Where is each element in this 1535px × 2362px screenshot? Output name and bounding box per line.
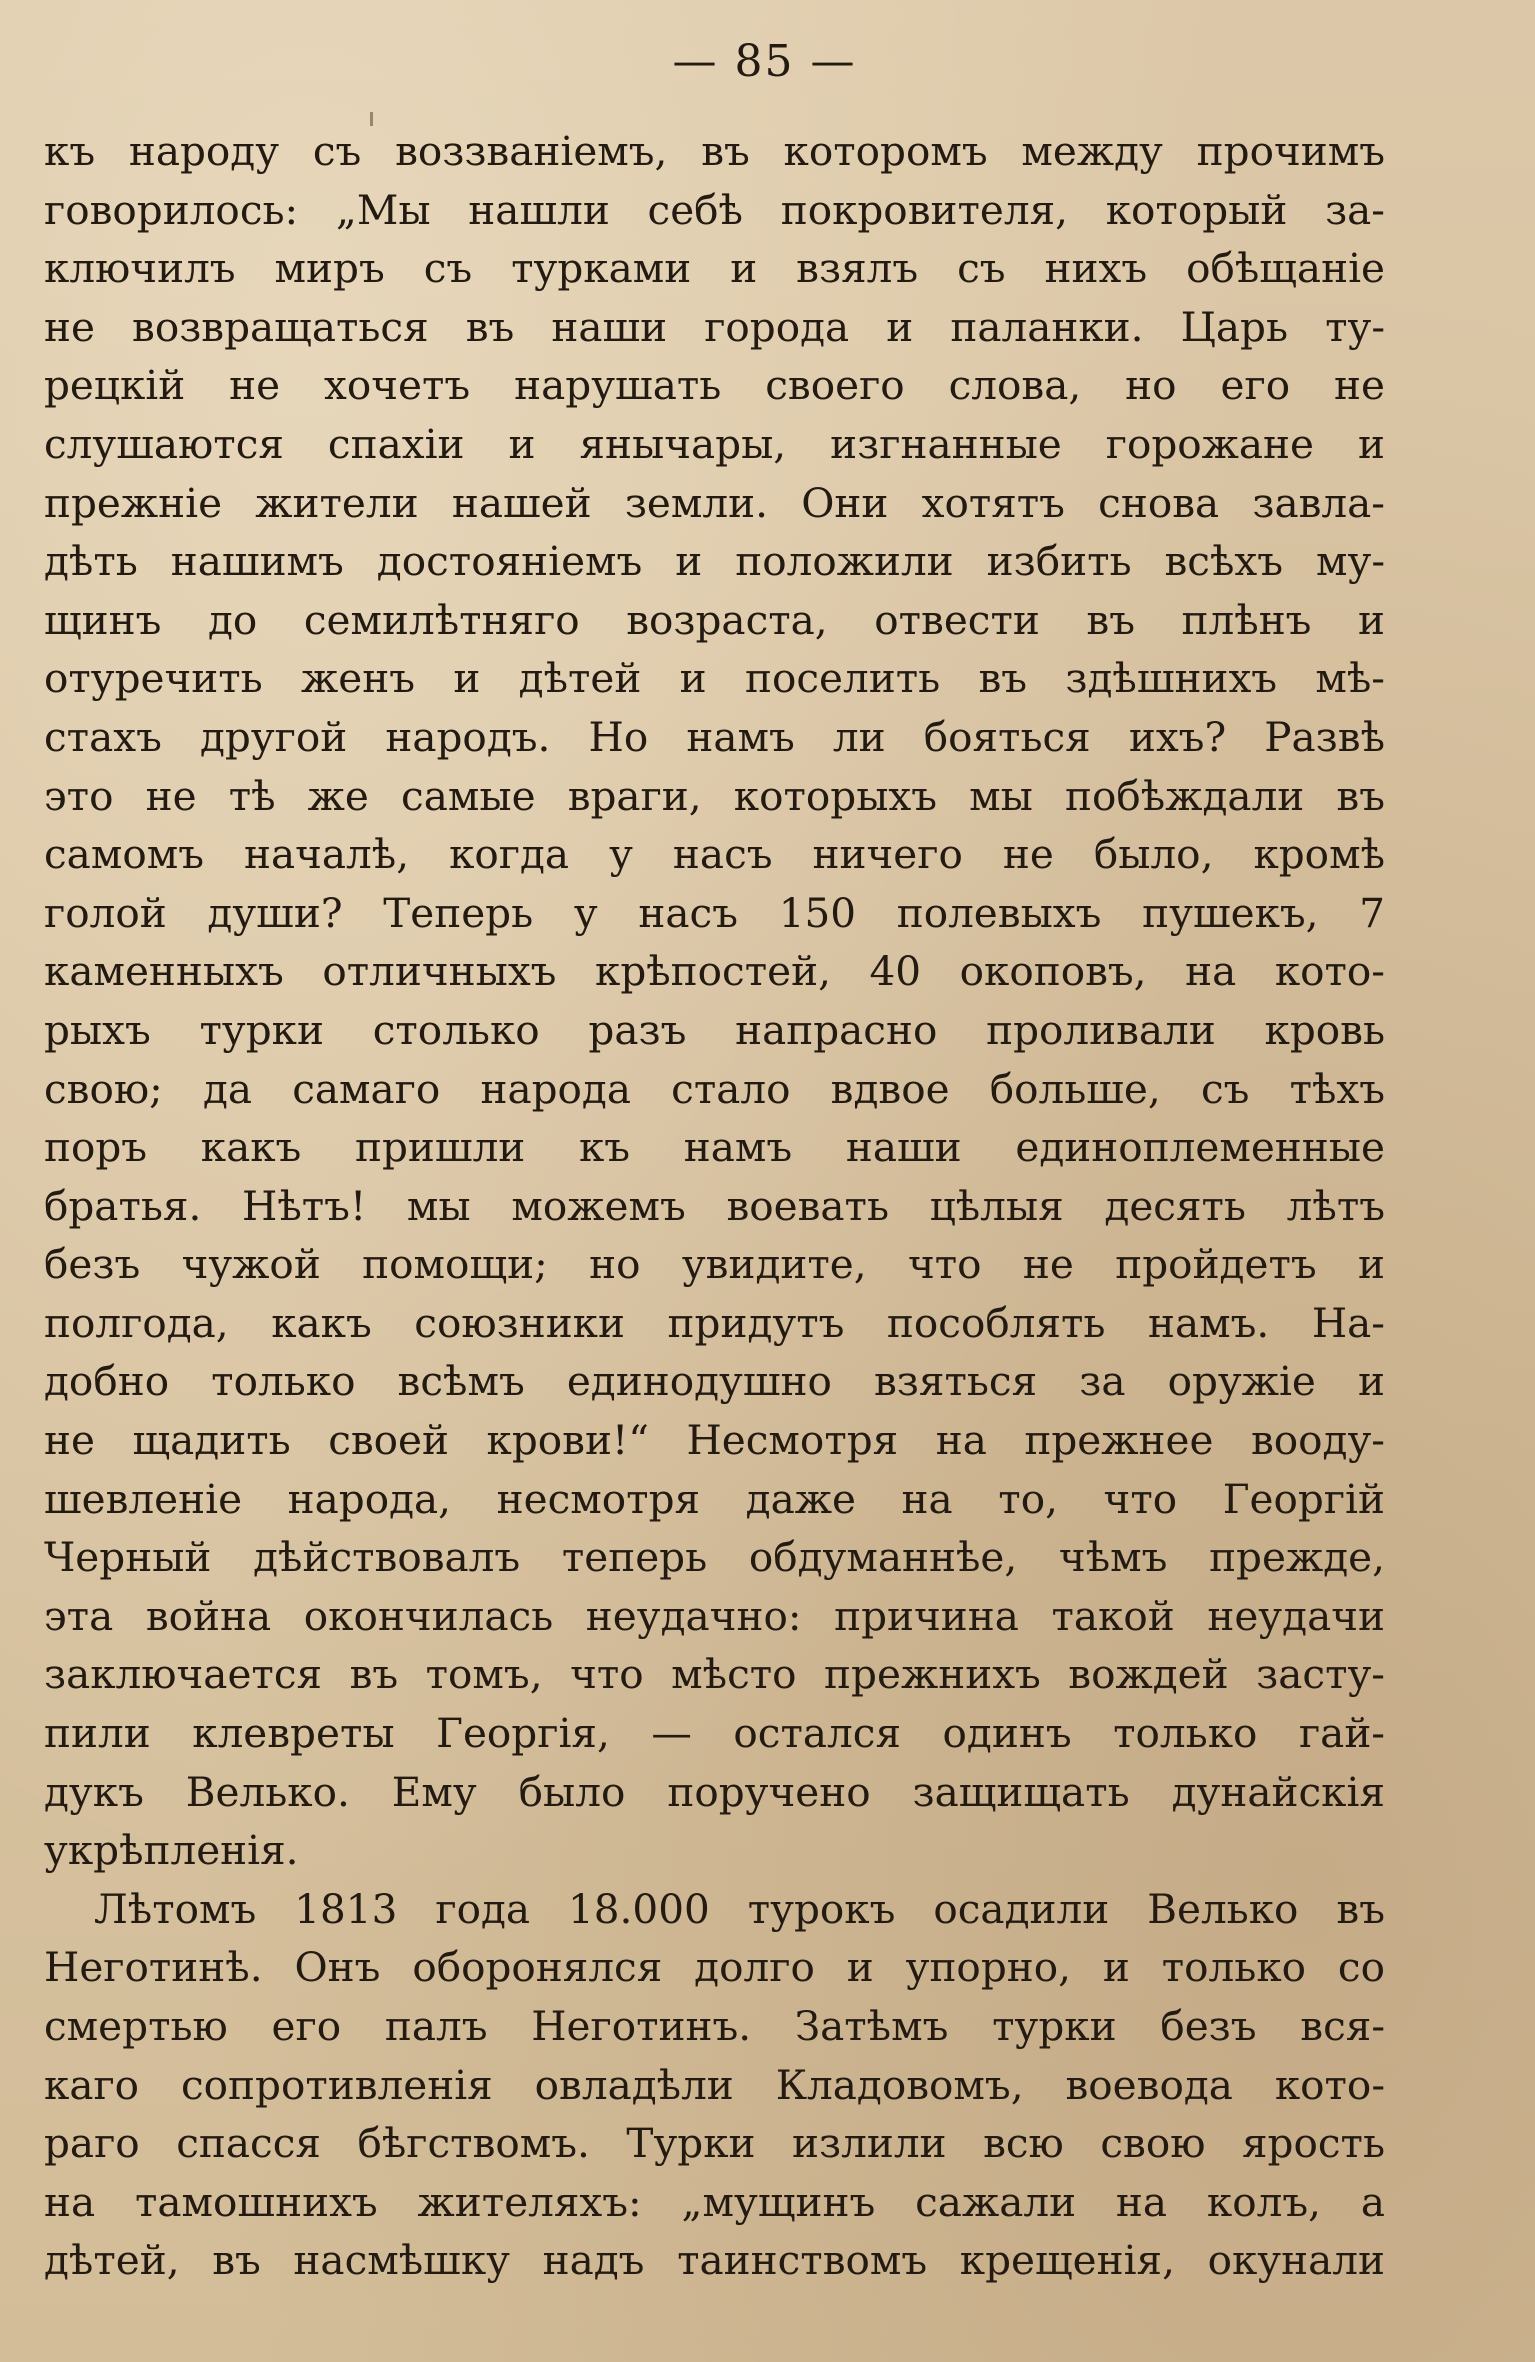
text-line: голой души? Теперь у насъ 150 полевыхъ пушекъ, 7 xyxy=(44,888,1385,937)
text-line: самомъ началѣ, когда у насъ ничего не было, кромѣ xyxy=(44,830,1385,879)
text-line: смертью его палъ Неготинъ. Затѣмъ турки безъ вся- xyxy=(44,2002,1385,2050)
body-text xyxy=(44,122,1385,2290)
text-line: слушаются спахіи и янычары, изгнанные горожане и xyxy=(44,419,1385,468)
text-line: не щадить своей крови!“ Несмотря на прежнее вооду- xyxy=(44,1416,1385,1465)
text-line: заключается въ томъ, что мѣсто прежнихъ вождей засту- xyxy=(44,1650,1385,1699)
text-line: укрѣпленія. xyxy=(44,1826,299,1875)
text-line: эта война окончилась неудачно: причина такой неудачи xyxy=(44,1591,1385,1640)
text-line: не возвращаться въ наши города и паланки. Царь ту- xyxy=(44,302,1385,351)
text-line: Черный дѣйствовалъ теперь обдуманнѣе, чѣмъ прежде, xyxy=(44,1533,1385,1582)
text-line: каменныхъ отличныхъ крѣпостей, 40 окоповъ, на кото- xyxy=(44,947,1385,996)
text-line: говорилось: „Мы нашли себѣ покровителя, который за- xyxy=(44,185,1385,234)
text-line: каго сопротивленія овладѣли Кладовомъ, воевода кото- xyxy=(44,2060,1385,2109)
text-line: полгода, какъ союзники придутъ пособлять намъ. На- xyxy=(44,1298,1385,1347)
text-line: щинъ до семилѣтняго возраста, отвести въ плѣнъ и xyxy=(44,595,1385,644)
text-line: поръ какъ пришли къ намъ наши единоплеменные xyxy=(44,1123,1385,1172)
text-line: рыхъ турки столько разъ напрасно проливали кровь xyxy=(44,1005,1385,1054)
text-line: рецкій не хочетъ нарушать своего слова, но его не xyxy=(44,361,1385,410)
text-line: стахъ другой народъ. Но намъ ли бояться ихъ? Развѣ xyxy=(44,712,1385,761)
text-line: прежніе жители нашей земли. Они хотятъ снова завла- xyxy=(44,478,1385,527)
text-line: ключилъ миръ съ турками и взялъ съ нихъ обѣщаніе xyxy=(44,244,1385,293)
text-line: на тамошнихъ жителяхъ: „мущинъ сажали на колъ, а xyxy=(44,2177,1385,2226)
text-line: братья. Нѣтъ! мы можемъ воевать цѣлыя десять лѣтъ xyxy=(44,1181,1385,1230)
text-line: отуречить женъ и дѣтей и поселить въ здѣшнихъ мѣ- xyxy=(44,654,1385,703)
text-line: свою; да самаго народа стало вдвое больше, съ тѣхъ xyxy=(44,1064,1385,1113)
text-line: Лѣтомъ 1813 года 18.000 турокъ осадили Велько въ xyxy=(94,1884,1385,1933)
text-line: добно только всѣмъ единодушно взяться за оружіе и xyxy=(44,1357,1385,1406)
text-line: безъ чужой помощи; но увидите, что не пройдетъ и xyxy=(44,1240,1385,1289)
ink-mark xyxy=(370,112,373,126)
text-line: шевленіе народа, несмотря даже на то, что Георгій xyxy=(44,1474,1385,1523)
page-number: — 85 — xyxy=(672,36,857,87)
text-line: дукъ Велько. Ему было поручено защищать дунайскія xyxy=(44,1767,1385,1816)
text-line: это не тѣ же самые враги, которыхъ мы побѣждали въ xyxy=(44,771,1385,820)
text-line: къ народу съ воззваніемъ, въ которомъ между прочимъ xyxy=(44,127,1385,175)
text-line: дѣтей, въ насмѣшку надъ таинствомъ крещенія, окунали xyxy=(44,2236,1385,2285)
text-line: пили клевреты Георгія, — остался одинъ только гай- xyxy=(44,1709,1385,1758)
text-line: Неготинѣ. Онъ оборонялся долго и упорно, и только со xyxy=(44,1943,1385,1992)
text-line: дѣть нашимъ достояніемъ и положили избить всѣхъ му- xyxy=(44,537,1385,586)
text-line: раго спасся бѣгствомъ. Турки излили всю свою ярость xyxy=(44,2119,1385,2168)
